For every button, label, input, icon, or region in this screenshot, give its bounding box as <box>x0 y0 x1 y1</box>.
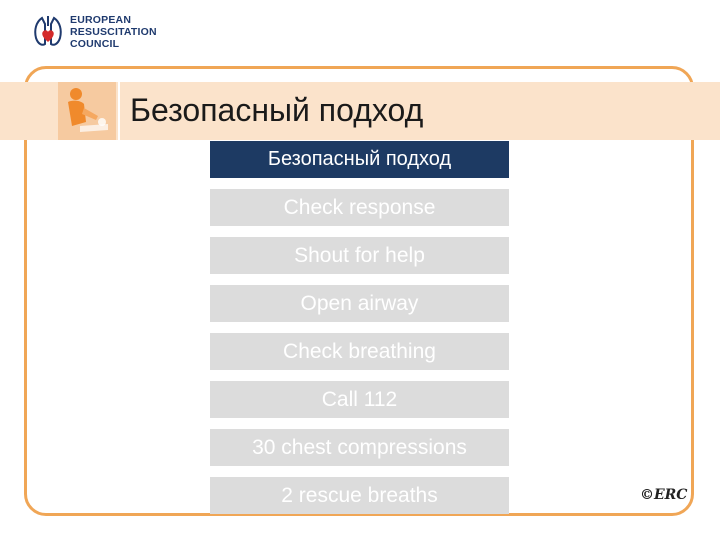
title-divider <box>118 82 120 140</box>
slide-title: Безопасный подход <box>130 92 424 128</box>
logo-line-3: COUNCIL <box>70 38 120 50</box>
step-shout-for-help: Shout for help <box>210 237 509 274</box>
step-check-breathing: Check breathing <box>210 333 509 370</box>
step-open-airway: Open airway <box>210 285 509 322</box>
logo-line-2: RESUSCITATION <box>70 26 157 38</box>
algorithm-steps <box>210 141 509 514</box>
erc-copyright-mark: ©ERC <box>640 487 688 503</box>
erc-logo <box>32 14 157 50</box>
logo-text <box>70 14 157 50</box>
step-safe-approach: Безопасный подход <box>210 141 509 178</box>
step-check-response: Check response <box>210 189 509 226</box>
step-chest-compressions: 30 chest compressions <box>210 429 509 466</box>
step-rescue-breaths: 2 rescue breaths <box>210 477 509 514</box>
heart-lungs-icon <box>32 14 64 50</box>
step-call-112: Call 112 <box>210 381 509 418</box>
cpr-person-icon <box>58 82 116 140</box>
logo-line-1: EUROPEAN <box>70 14 132 26</box>
